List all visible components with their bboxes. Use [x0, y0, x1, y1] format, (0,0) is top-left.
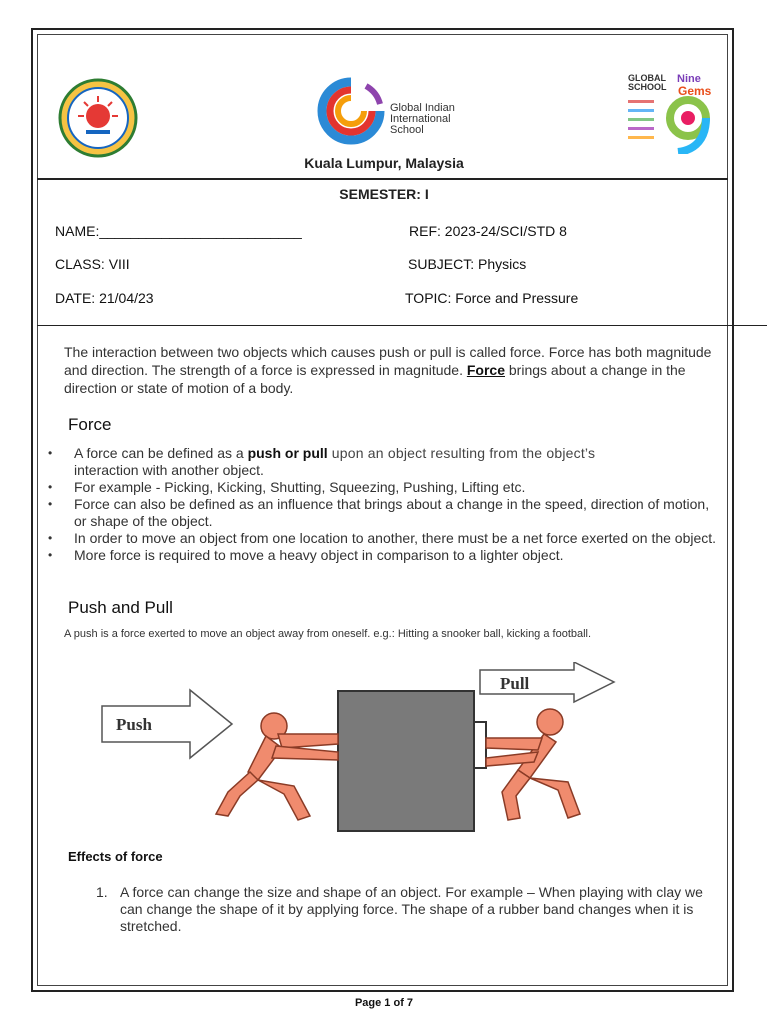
bullet1-bold: push or pull: [247, 445, 328, 461]
subject-field: SUBJECT: Physics: [408, 256, 527, 272]
push-pull-illustration: [98, 662, 638, 832]
effects-item-text: A force can change the size and shape of an object. For example – When playing with clay we can change the shape of it by applying force. The shape of a rubber band changes when it is stretched.: [120, 884, 703, 934]
nine-gems-global: GLOBAL: [628, 73, 666, 83]
intro-paragraph: [64, 343, 722, 397]
giis-text-line3: School: [390, 124, 424, 136]
bullet1-text-a: A force can be defined as a: [74, 445, 248, 461]
nine-gems-gems: Gems: [678, 84, 712, 98]
effects-heading: Effects of force: [68, 849, 163, 864]
intro-text-before: The interaction between two objects which causes push or pull is called force. Force has both magnitude and direction. The strength of a force is expressed in magnitude.: [64, 344, 712, 378]
giis-logo: [316, 76, 476, 146]
cbse-logo: [58, 78, 138, 158]
header-divider: [37, 178, 728, 180]
nine-gems-nine: Nine: [677, 73, 701, 85]
nine-gems-school: SCHOOL: [628, 82, 667, 92]
date-field: DATE: 21/04/23: [55, 290, 154, 306]
ref-field: REF: 2023-24/SCI/STD 8: [409, 223, 567, 239]
heavy-box: [338, 691, 474, 831]
nine-gems-logo: [626, 70, 722, 154]
giis-text-line1: Global Indian: [390, 102, 455, 114]
meta-divider: [37, 325, 767, 326]
intro-text-after: brings about a change in the direction or state of motion of a body.: [64, 362, 686, 396]
list-item: • For example - Picking, Kicking, Shutting, Squeezing, Pushing, Lifting etc.: [48, 479, 718, 496]
intro-force-word: Force: [466, 362, 505, 378]
list-item: • Force can also be defined as an influence that brings about a change in the speed, direction of motion, or shape of the object.: [48, 496, 718, 530]
semester-label: SEMESTER: I: [339, 186, 429, 202]
class-field: CLASS: VIII: [55, 256, 130, 272]
nine-gems-text-blocks: [628, 96, 654, 148]
topic-field: TOPIC: Force and Pressure: [405, 290, 579, 306]
effects-item-number: 1.: [96, 884, 108, 900]
effects-list: [96, 884, 716, 935]
page-number: Page 1 of 7: [354, 997, 414, 1009]
pull-label: Pull: [500, 674, 530, 693]
giis-swirl-icon: [316, 76, 386, 146]
nine-graphic-icon: [656, 94, 720, 154]
school-location: Kuala Lumpur, Malaysia: [304, 155, 464, 171]
push-label: Push: [116, 715, 152, 734]
push-pull-heading: Push and Pull: [68, 598, 173, 617]
list-item: [48, 445, 718, 479]
bullet1-text-b: upon an object resulting from the object’s: [327, 445, 596, 461]
list-item: [96, 884, 716, 935]
push-definition: A push is a force exerted to move an object away from oneself. e.g.: Hitting a snooker ball, kicking a football.: [64, 628, 592, 640]
force-bullet-list: [48, 445, 718, 564]
giis-text-line2: International: [390, 113, 451, 125]
force-heading: Force: [68, 415, 112, 434]
list-item: • More force is required to move a heavy object in comparison to a lighter object.: [48, 547, 718, 564]
list-item: • In order to move an object from one location to another, there must be a net force exerted on the object.: [48, 530, 718, 547]
name-field: NAME:__________________________: [55, 223, 302, 239]
bullet1-text-c: interaction with another object.: [74, 462, 264, 478]
